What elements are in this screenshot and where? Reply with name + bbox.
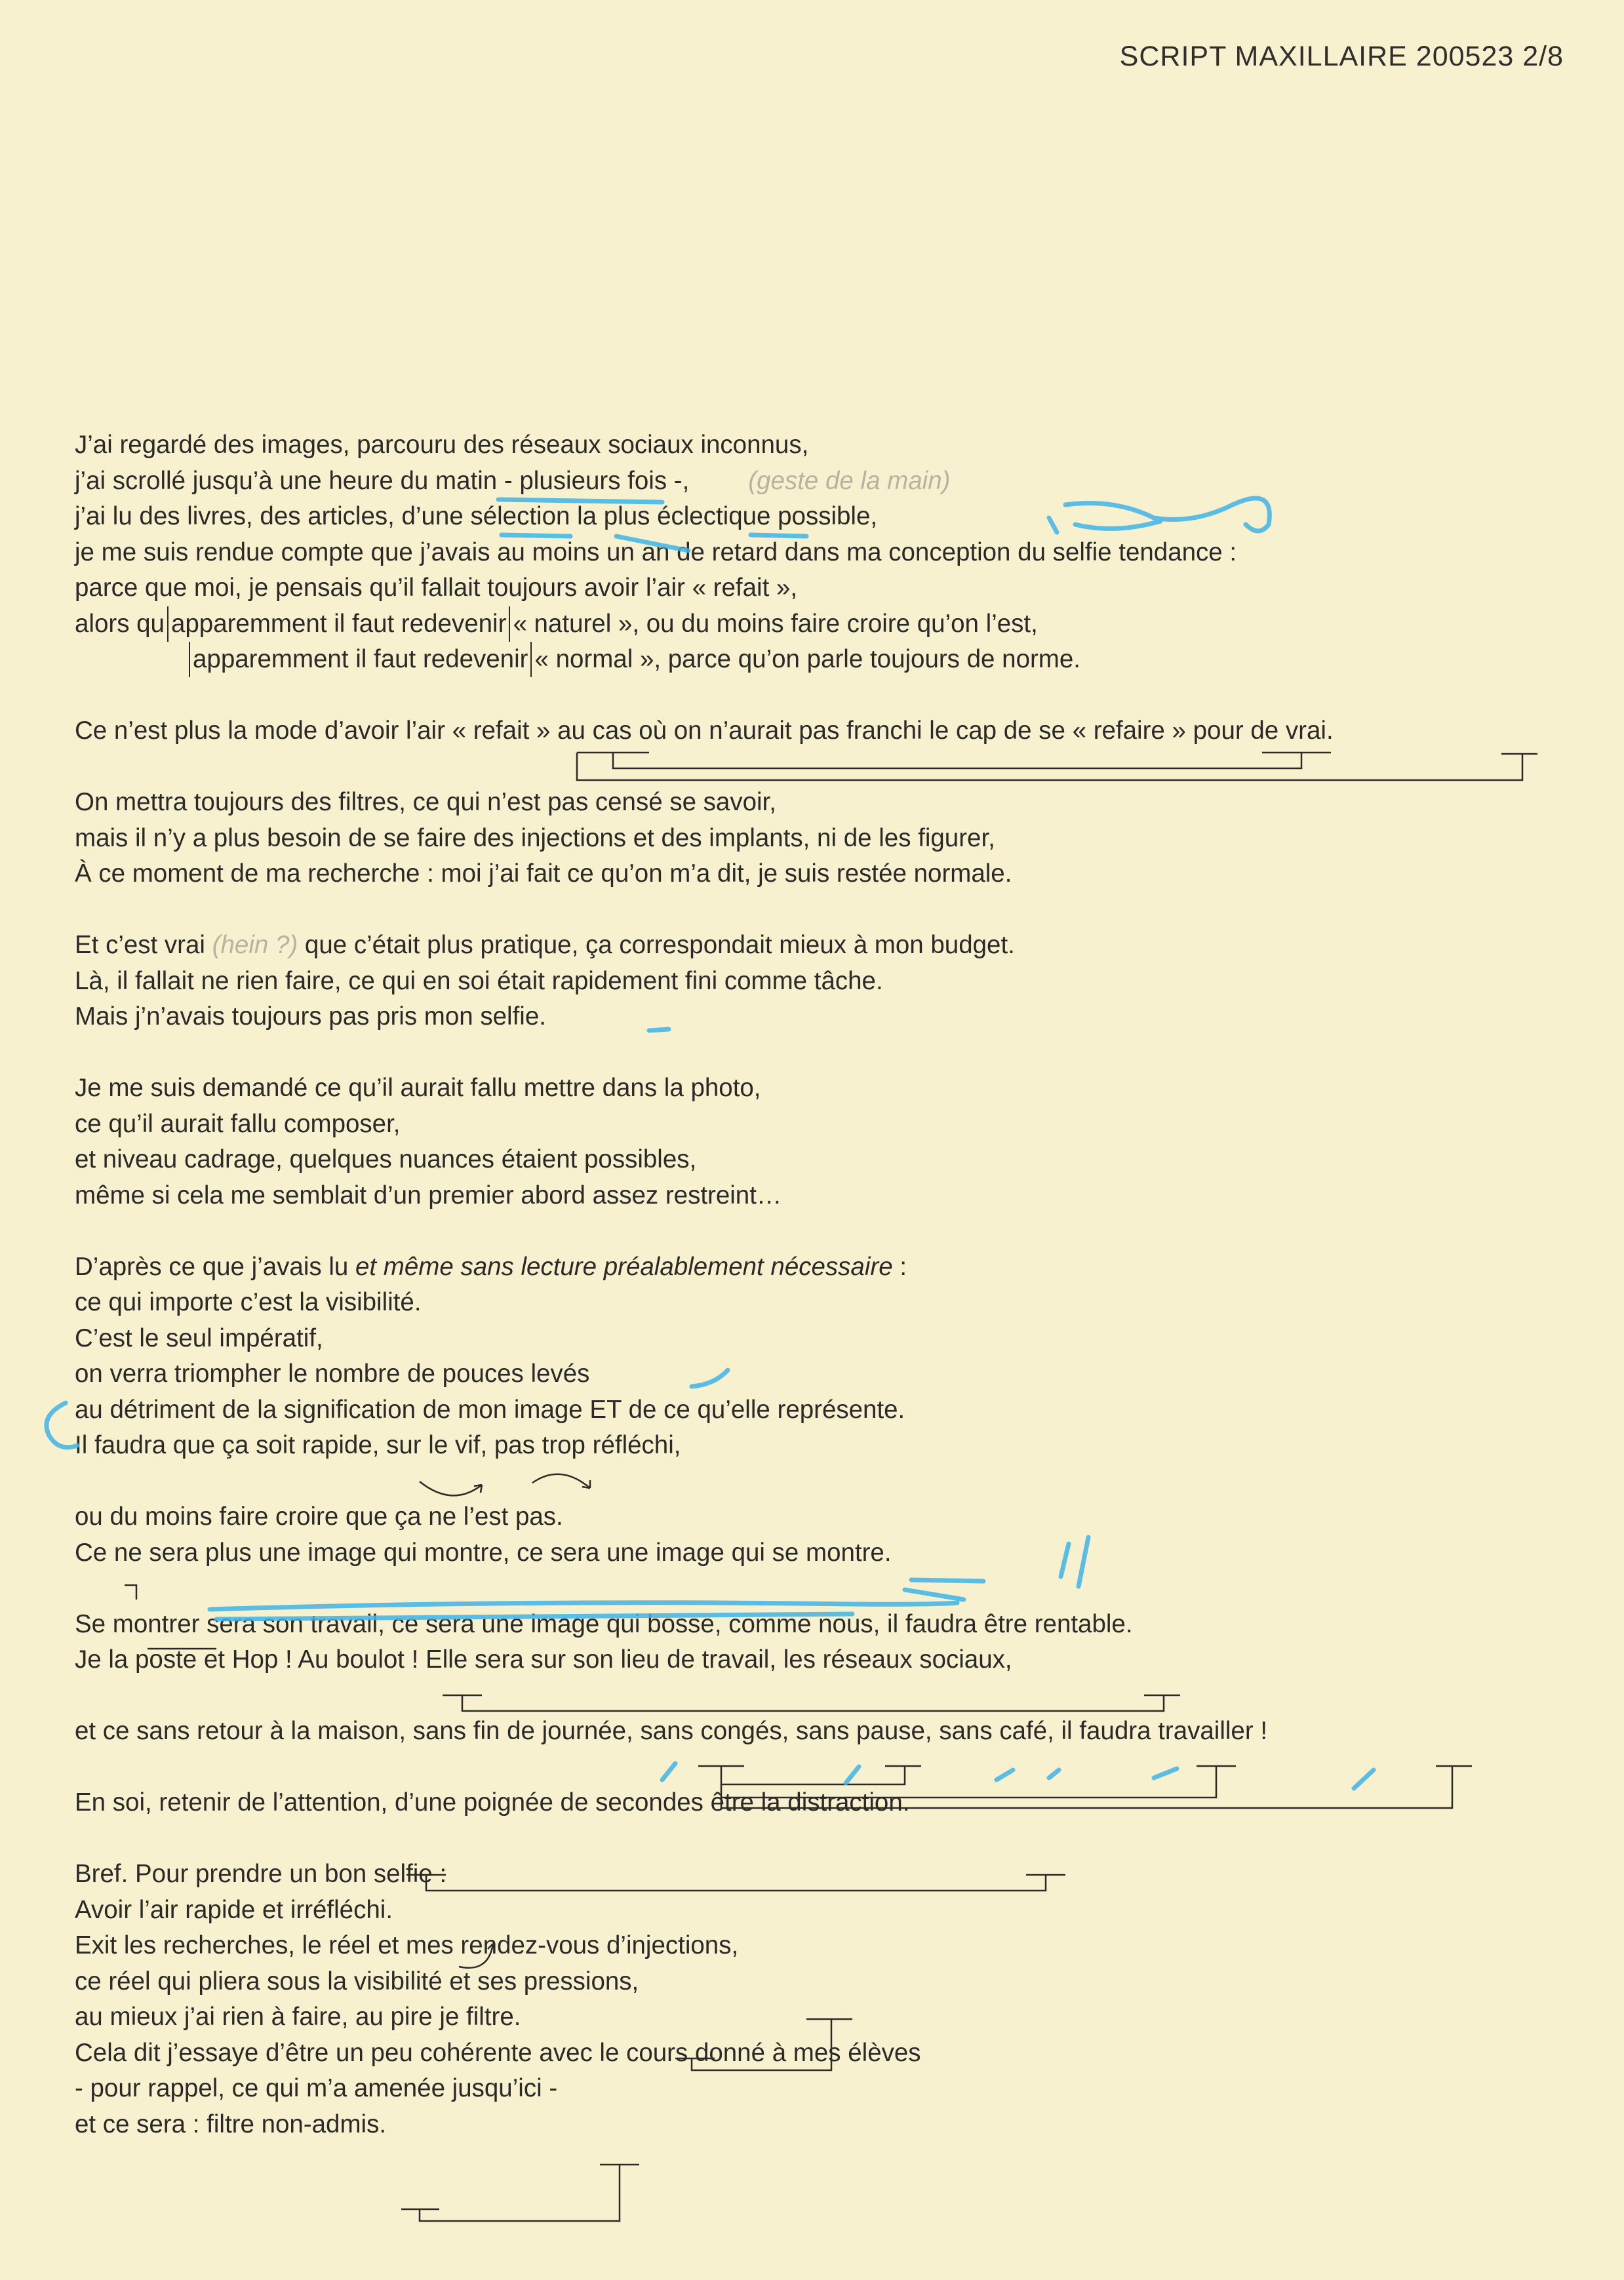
line-text: on verra triompher le nombre de pouces levés xyxy=(75,1360,590,1388)
spacer xyxy=(75,1678,1583,1714)
line-text: Et c’est vrai xyxy=(75,931,212,959)
line-text: que c’était plus pratique, ça correspondait mieux à mon budget. xyxy=(298,931,1015,959)
text-line xyxy=(75,1607,1583,1643)
text-line xyxy=(75,1893,1583,1929)
spacer xyxy=(75,1571,1583,1607)
text-line xyxy=(75,1499,1583,1535)
line-text: Bref. Pour prendre un bon selfie : xyxy=(75,1860,447,1888)
line-text: : xyxy=(892,1252,907,1281)
text-line xyxy=(75,427,1583,463)
line-text: Mais j’n’avais toujours pas pris mon selfie. xyxy=(75,1002,546,1031)
text-line xyxy=(75,1785,1583,1821)
text-line xyxy=(75,1714,1583,1750)
text-line xyxy=(75,1999,1583,2035)
line-text: On mettra toujours des filtres, ce qui n’est pas censé se savoir, xyxy=(75,788,776,816)
line-text: et ce sans retour à la maison, sans fin de journée, sans congés, sans pause, sans café, il faudra travailler ! xyxy=(75,1717,1268,1745)
line-text: En soi, retenir de l’attention, d’une poignée de secondes être la distraction. xyxy=(75,1788,910,1817)
line-text: Cela dit j’essaye d’être un peu cohérente avec le cours donné à mes élèves xyxy=(75,2038,921,2067)
line-text: au détriment de la signification de mon image ET de ce qu’elle représente. xyxy=(75,1395,905,1424)
column-bar xyxy=(189,642,190,677)
line-text: ou du moins faire croire que ça ne l’est pas. xyxy=(75,1503,563,1531)
text-line xyxy=(75,2071,1583,2107)
line-text: apparemment il faut redevenir xyxy=(170,609,507,638)
line-text: Je la poste et Hop ! Au boulot ! Elle sera sur son lieu de travail, les réseaux sociaux, xyxy=(75,1645,1012,1674)
text-line xyxy=(75,1964,1583,2000)
line-text: et niveau cadrage, quelques nuances étaient possibles, xyxy=(75,1145,697,1173)
text-line xyxy=(75,713,1583,749)
script-text xyxy=(75,427,1583,2142)
line-text: alors qu xyxy=(75,609,165,638)
line-text: mais il n’y a plus besoin de se faire des injections et des implants, ni de les figurer, xyxy=(75,823,995,852)
spacer xyxy=(75,1213,1583,1249)
text-line xyxy=(75,1285,1583,1321)
line-text: je me suis rendue compte que j’avais au moins un an de retard dans ma conception du selfie tendance : xyxy=(75,538,1237,566)
text-line xyxy=(75,499,1583,535)
spacer xyxy=(75,678,1583,714)
line-text: Avoir l’air rapide et irréfléchi. xyxy=(75,1895,393,1924)
stage-note: (geste de la main) xyxy=(748,466,951,495)
line-text: « normal », parce qu’on parle toujours de norme. xyxy=(534,645,1080,673)
text-line xyxy=(75,1392,1583,1428)
spacer xyxy=(75,1750,1583,1786)
text-line xyxy=(75,606,1583,642)
line-text: Il faudra que ça soit rapide, sur le vif, pas trop réfléchi, xyxy=(75,1431,681,1459)
text-line xyxy=(75,1428,1583,1464)
line-text: même si cela me semblait d’un premier abord assez restreint… xyxy=(75,1181,782,1209)
page-header: SCRIPT MAXILLAIRE 200523 2/8 xyxy=(1119,41,1564,72)
text-line xyxy=(75,928,1583,964)
text-line xyxy=(75,856,1583,892)
line-text: ce qu’il aurait fallu composer, xyxy=(75,1109,401,1138)
text-line xyxy=(75,1107,1583,1143)
stage-note: (hein ?) xyxy=(212,931,298,959)
line-text: et ce sera : filtre non-admis. xyxy=(75,2110,387,2138)
spacer xyxy=(75,1464,1583,1500)
text-line xyxy=(75,570,1583,606)
text-line xyxy=(75,1356,1583,1392)
line-text: j’ai scrollé jusqu’à une heure du matin - plusieurs fois -, xyxy=(75,466,690,495)
line-text: ce réel qui pliera sous la visibilité et ses pressions, xyxy=(75,1967,639,1995)
spacer xyxy=(75,1821,1583,1857)
text-line xyxy=(75,1857,1583,1893)
line-text: - pour rappel, ce qui m’a amenée jusqu’ici - xyxy=(75,2074,558,2102)
line-text: À ce moment de ma recherche : moi j’ai fait ce qu’on m’a dit, je suis restée normale. xyxy=(75,859,1012,888)
line-text: Se montrer sera son travail, ce sera une image qui bosse, comme nous, il faudra être rentable. xyxy=(75,1609,1133,1638)
line-text: au mieux j’ai rien à faire, au pire je filtre. xyxy=(75,2003,521,2031)
text-line xyxy=(75,1642,1583,1678)
column-bar xyxy=(530,642,532,677)
line-text: apparemment il faut redevenir xyxy=(193,645,528,673)
line-text: C’est le seul impératif, xyxy=(75,1324,323,1352)
text-line xyxy=(75,1249,1583,1286)
line-text: Exit les recherches, le réel et mes rendez-vous d’injections, xyxy=(75,1931,739,1959)
text-line xyxy=(75,999,1583,1035)
text-line xyxy=(75,2035,1583,2072)
text-line xyxy=(75,1071,1583,1107)
text-line xyxy=(75,821,1583,857)
text-line xyxy=(75,1178,1583,1214)
text-line xyxy=(75,1928,1583,1964)
text-line xyxy=(75,1142,1583,1178)
column-bar xyxy=(509,606,510,642)
text-line xyxy=(75,1321,1583,1357)
line-text: Ce ne sera plus une image qui montre, ce sera une image qui se montre. xyxy=(75,1538,892,1567)
crayon-mark xyxy=(47,1403,77,1447)
italic-text: et même sans lecture préalablement nécessaire xyxy=(355,1252,893,1281)
text-line xyxy=(75,964,1583,1000)
line-text: parce que moi, je pensais qu’il fallait toujours avoir l’air « refait », xyxy=(75,574,798,602)
text-line xyxy=(75,785,1583,821)
text-line xyxy=(75,1535,1583,1571)
line-text: ce qui importe c’est la visibilité. xyxy=(75,1288,422,1316)
line-text: Je me suis demandé ce qu’il aurait fallu mettre dans la photo, xyxy=(75,1074,761,1102)
line-text: « naturel », ou du moins faire croire qu’on l’est, xyxy=(513,609,1038,638)
spacer xyxy=(75,892,1583,928)
ink-bracket xyxy=(401,2165,639,2221)
line-text: J’ai regardé des images, parcouru des réseaux sociaux inconnus, xyxy=(75,431,809,459)
column-bar xyxy=(167,606,168,642)
text-line xyxy=(75,463,1583,500)
spacer xyxy=(75,749,1583,785)
text-line xyxy=(75,642,1583,678)
line-text: j’ai lu des livres, des articles, d’une sélection la plus éclectique possible, xyxy=(75,502,878,530)
line-text: Là, il fallait ne rien faire, ce qui en soi était rapidement fini comme tâche. xyxy=(75,966,883,995)
text-line xyxy=(75,535,1583,571)
spacer xyxy=(75,1035,1583,1071)
text-line xyxy=(75,2107,1583,2143)
line-text: Ce n’est plus la mode d’avoir l’air « refait » au cas où on n’aurait pas franchi le cap de se « refaire » pour de vrai. xyxy=(75,717,1334,745)
line-text: D’après ce que j’avais lu xyxy=(75,1252,355,1281)
